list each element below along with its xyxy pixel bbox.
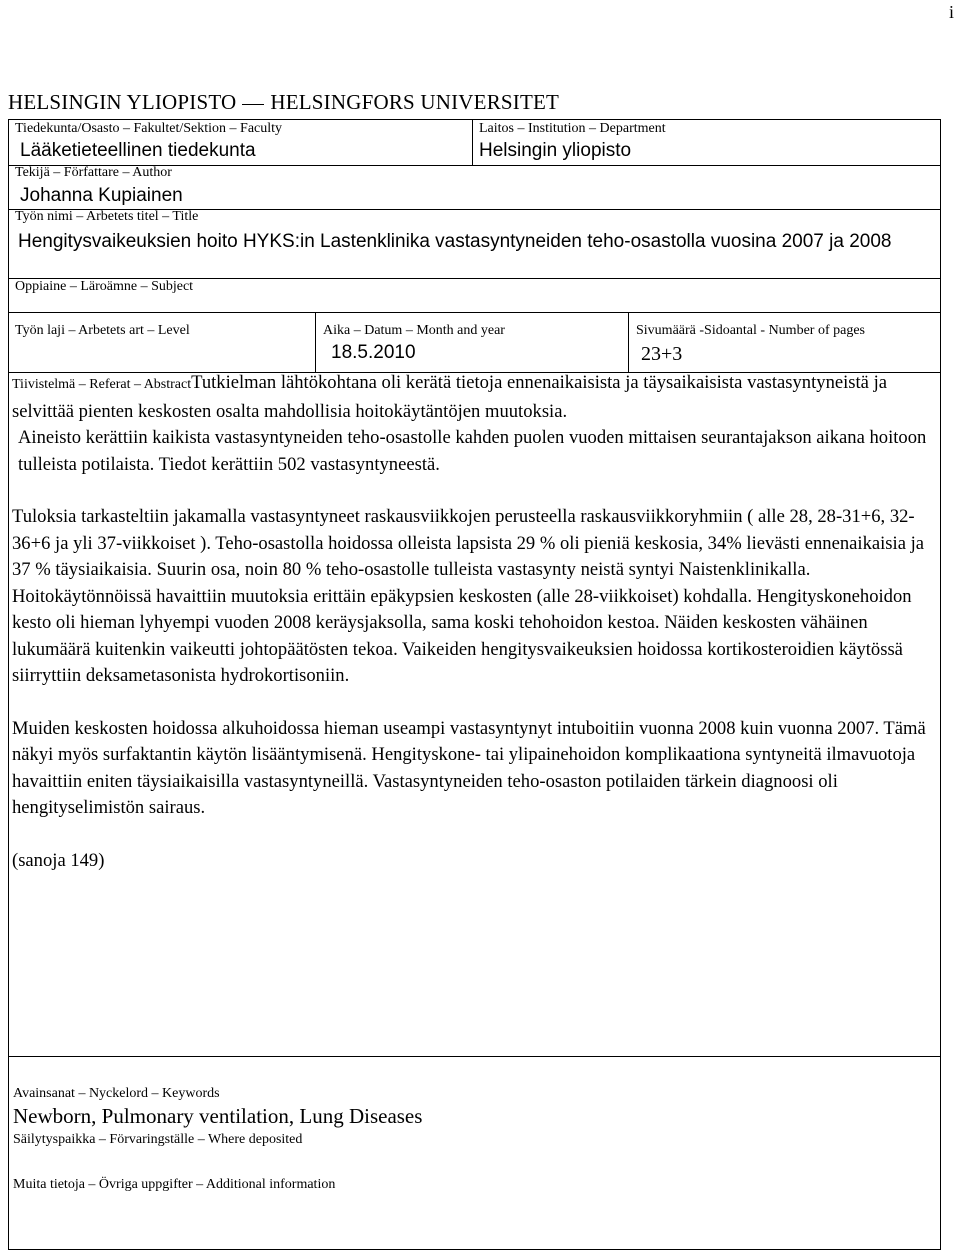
faculty-value: Lääketieteellinen tiedekunta: [20, 140, 256, 161]
additional-info-label: Muita tietoja – Övriga uppgifter – Additional information: [13, 1177, 336, 1192]
keywords-value: Newborn, Pulmonary ventilation, Lung Diseases: [13, 1104, 423, 1128]
abstract-label: Tiivistelmä – Referat – Abstract: [12, 377, 192, 392]
pages-label: Sivumäärä -Sidoantal - Number of pages: [636, 323, 865, 338]
divider-faculty-department: [472, 120, 473, 165]
university-header: [8, 90, 559, 115]
rule-subject: [9, 312, 940, 313]
word-count: (sanoja 149): [12, 849, 105, 871]
rule-abstract: [9, 1056, 940, 1057]
date-label: Aika – Datum – Month and year: [323, 323, 505, 338]
university-name-fi: HELSINGIN YLIOPISTO: [8, 90, 237, 114]
abstract-paragraph-1a: Tutkielman lähtökohtana oli kerätä tietoja ennenaikaisista ja täysaikaisista vastasyntyneistä ja selvittää pienten keskosten osalta mahdollisia hoitokäytäntöjen muutoksia.: [12, 372, 888, 422]
faculty-label: Tiedekunta/Osasto – Fakultet/Sektion – Faculty: [15, 121, 283, 136]
divider-level-date: [315, 312, 316, 372]
date-value: 18.5.2010: [331, 342, 416, 363]
page-number: i: [948, 2, 954, 22]
title-label: Työn nimi – Arbetets titel – Title: [15, 209, 199, 224]
keywords-label: Avainsanat – Nyckelord – Keywords: [13, 1086, 220, 1101]
thesis-title: Hengitysvaikeuksien hoito HYKS:in Lastenklinika vastasyntyneiden teho-osastolla vuosina 2007 ja 2008: [18, 231, 892, 252]
department-value: Helsingin yliopisto: [479, 140, 632, 161]
deposited-label: Säilytyspaikka – Förvaringställe – Where deposited: [13, 1132, 303, 1147]
abstract-paragraph-2: Tuloksia tarkasteltiin jakamalla vastasyntyneet raskausviikkojen perusteella raskausviikkoryhmiin ( alle 28, 28-31+6, 32-36+6 ja yli 37-viikkoiset ). Teho-osastolla hoidossa olleista lapsista 29 % oli pieniä keskosia, 34% lievästi ennenaikaisia ja 37 % täysiaikaisia. Suurin osa, noin 80 % teho-osastolle tulleista vastasynty neistä syntyi Naistenklinikalla. Hoitokäytönnöissä havaittiin muutoksia erittäin epäkypsien keskosten (alle 28-viikkoiset) kohdalla. Hengityskonehoidon kesto oli hieman lyhyempi vuoden 2008 keräysjaksolla, sama koski tehohoidon kestoa. Näiden keskosten vähäinen lukumäärä kuitenkin vaikeutti johtopäätösten tekoa. Vaikeiden hengitysvaikeuksien hoidossa kortikosteroidien käytössä siirryttiin deksametasonista hydrokortisoniin.: [12, 506, 925, 686]
level-label: Työn laji – Arbetets art – Level: [15, 323, 190, 338]
dash-separator: [242, 104, 264, 105]
pages-value: 23+3: [641, 343, 683, 365]
divider-date-pages: [628, 312, 629, 372]
department-label: Laitos – Institution – Department: [479, 121, 666, 136]
university-name-sv: HELSINGFORS UNIVERSITET: [270, 90, 560, 114]
author-label: Tekijä – Författare – Author: [15, 165, 172, 180]
author-value: Johanna Kupiainen: [20, 185, 183, 206]
abstract-paragraph-3: Muiden keskosten hoidossa alkuhoidossa hieman useampi vastasyntynyt intuboitiin vuonna 2008 kuin vuonna 2007. Tämä näkyi myös surfaktantin käytön lisääntymisenä. Hengityskone- tai ylipainehoidon komplikaationa syntyneitä ilmavuotoja havaittiin eniten täysiaikaisilla vastasyntyneillä. Vastasyntyneiden teho-osaston potilaiden tärkein diagnoosi oli hengityselimistön sairaus.: [12, 717, 926, 818]
abstract-body: [12, 370, 932, 874]
abstract-paragraph-1b: Aineisto kerättiin kaikista vastasyntyneiden teho-osastolle kahden puolen vuoden mittaisen seurantajakson aikana hoitoon tulleista potilaista. Tiedot kerättiin 502 vastasyntyneestä.: [18, 427, 927, 475]
subject-label: Oppiaine – Läroämne – Subject: [15, 279, 194, 294]
